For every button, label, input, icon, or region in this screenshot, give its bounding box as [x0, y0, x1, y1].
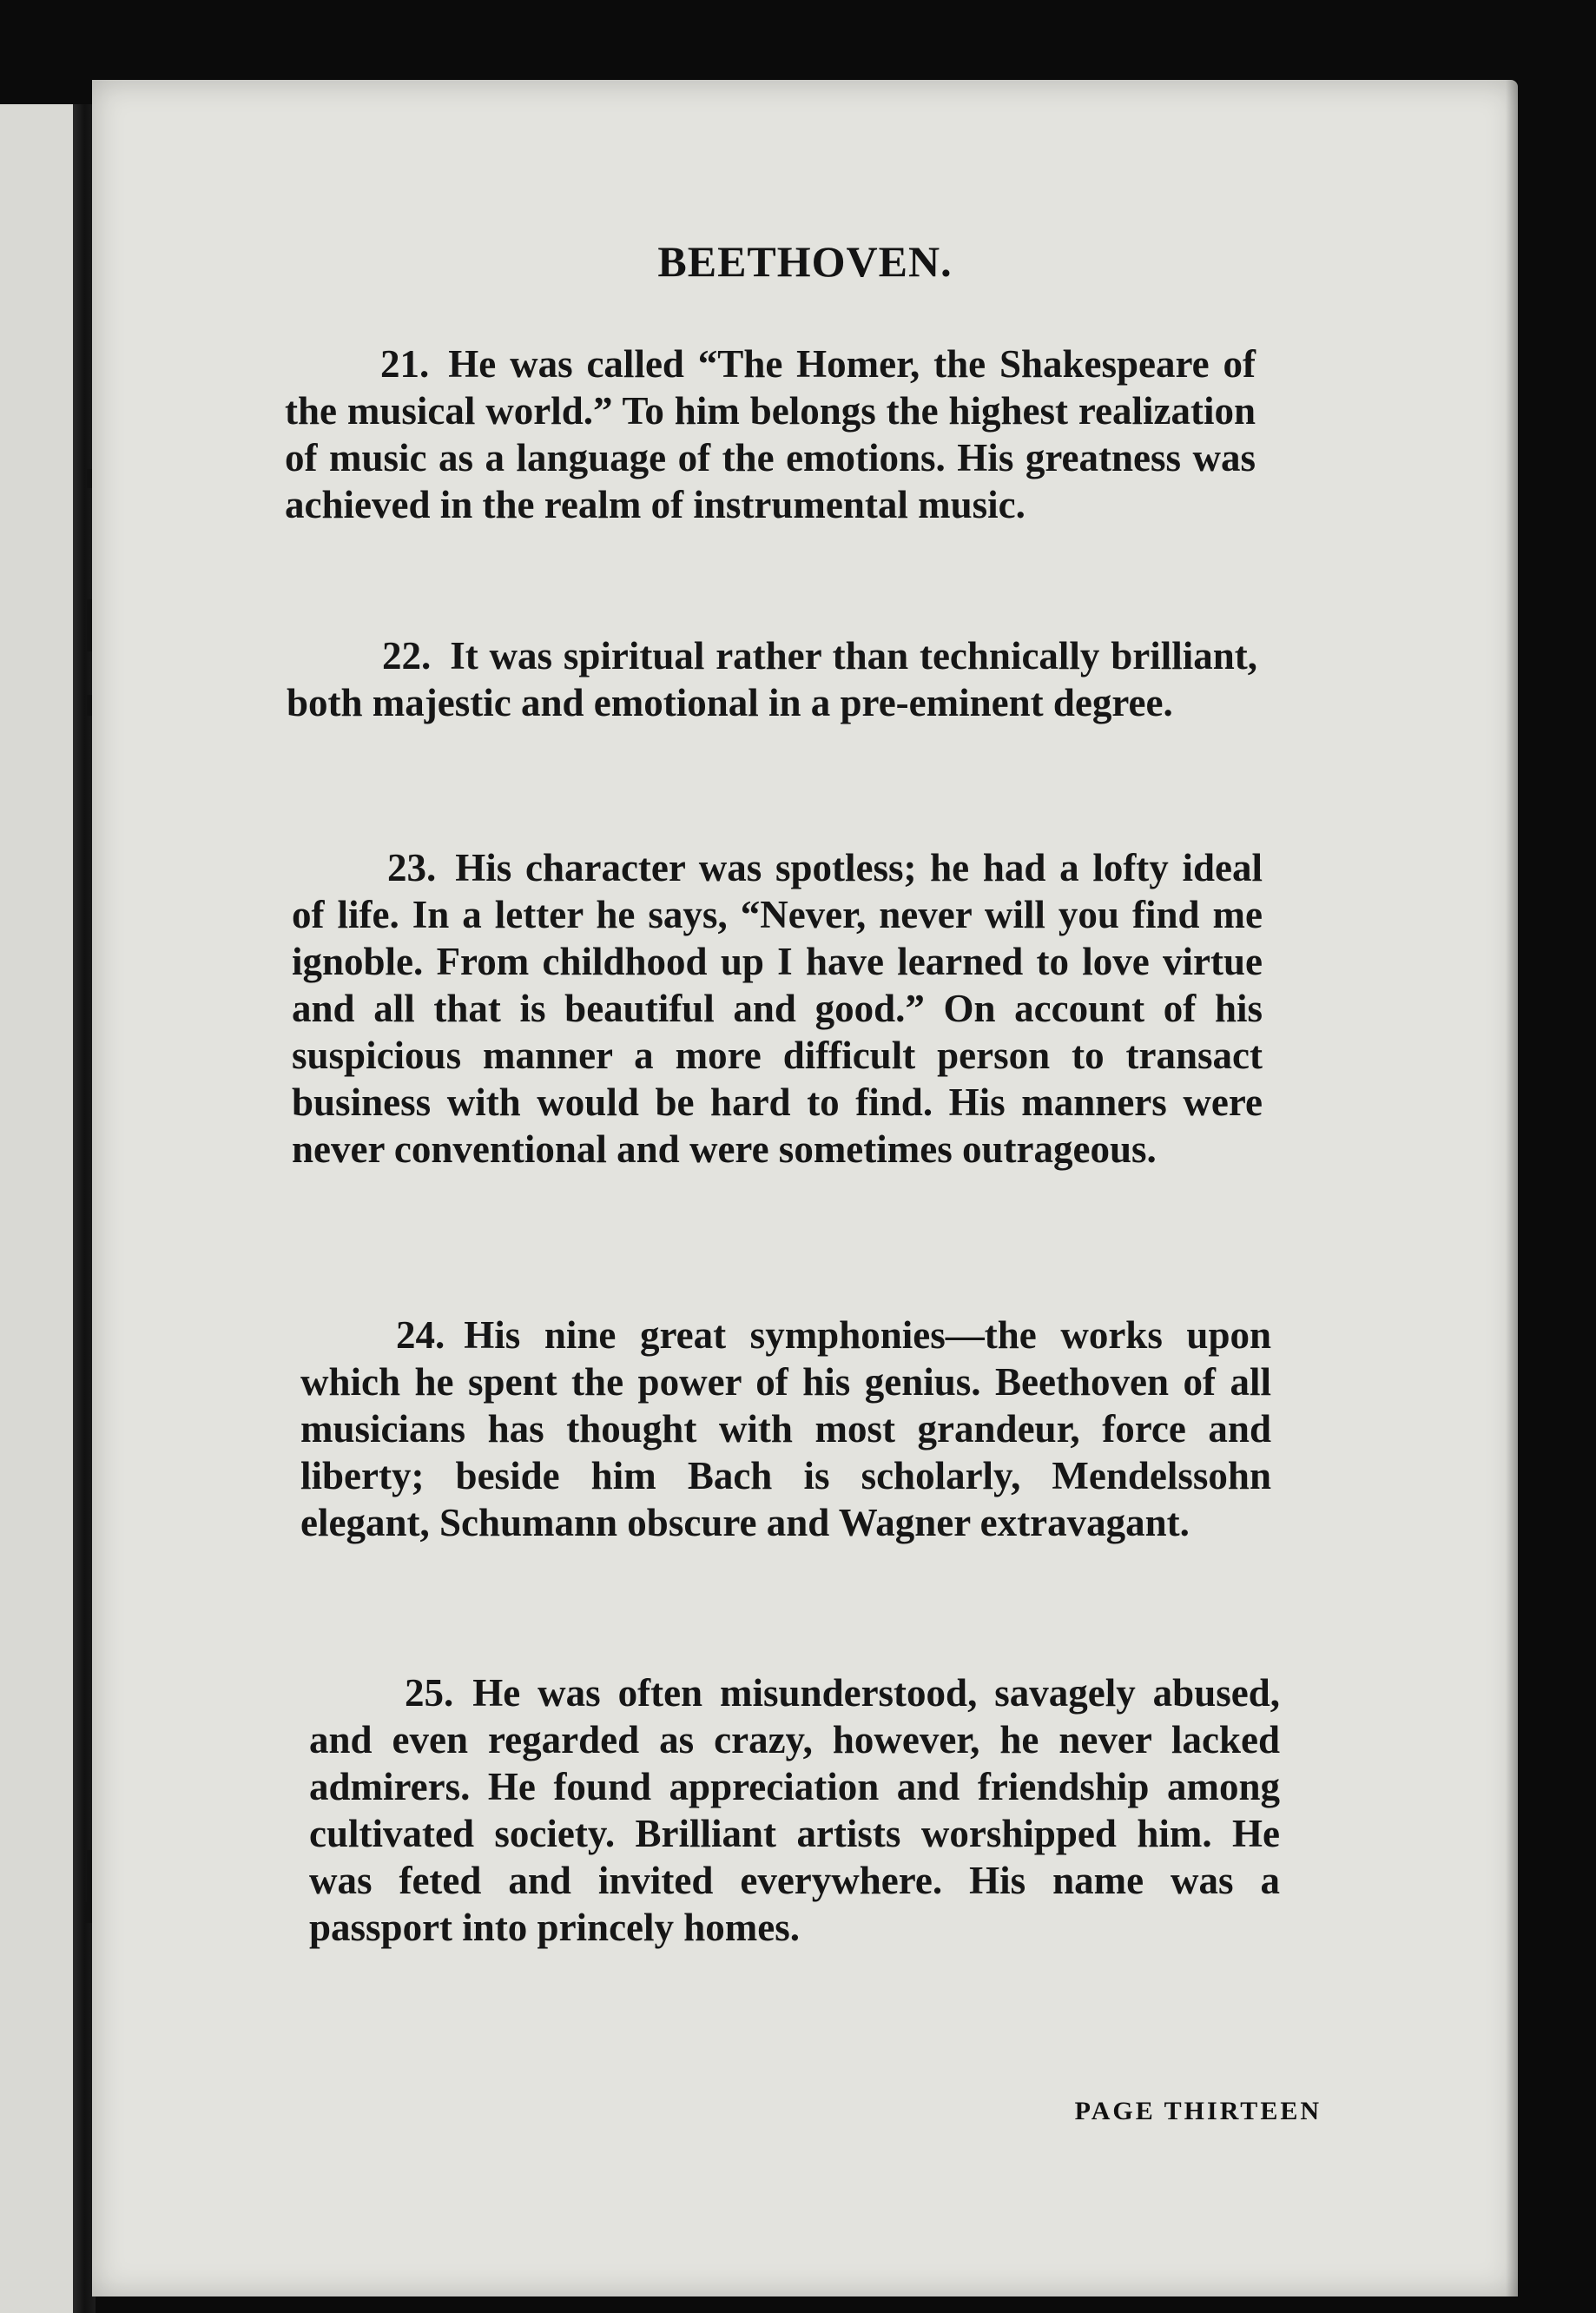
page-number-footer: PAGE THIRTEEN — [1074, 2097, 1322, 2125]
page-heading: BEETHOVEN. — [657, 237, 953, 286]
paragraph-text: His nine great symphonies—the works upon which he spent the power of his genius. Beethoven of all musicians has thought with most grandeur, force and liberty; beside him Bach is scholarly, Mendelssohn elegant, Schumann obscure and Wagner extravagant. — [300, 1313, 1271, 1544]
paragraph-21 — [285, 340, 1256, 528]
paragraph-number: 22. — [382, 634, 432, 677]
book-page — [92, 80, 1518, 2296]
paragraph-text: He was called “The Homer, the Shakespeare of the musical world.” To him belongs the highest realization of music as a language of the emotions. His greatness was achieved in the realm of instrumental music. — [285, 342, 1256, 526]
paragraph-number: 24. — [396, 1313, 445, 1357]
paragraph-23 — [292, 844, 1263, 1173]
paragraph-number: 23. — [387, 846, 437, 889]
paragraph-25 — [309, 1669, 1280, 1951]
paragraph-22 — [287, 632, 1257, 726]
paragraph-text: He was often misunderstood, savagely abused, and even regarded as crazy, however, he never lacked admirers. He found appreciation and friendship among cultivated society. Brilliant artists worshipped him. He was feted and invited everywhere. His name was a passport into princely homes. — [309, 1671, 1280, 1949]
paragraph-text: His character was spotless; he had a lofty ideal of life. In a letter he says, “Never, never will you find me ignoble. From childhood up I have learned to love virtue and all that is beautiful and good.” On account of his suspicious manner a more difficult person to transact business with would be hard to find. His manners were never conventional and were sometimes outrageous. — [292, 846, 1263, 1171]
paragraph-text: It was spiritual rather than technically brilliant, both majestic and emotional in a pre-eminent degree. — [287, 634, 1257, 724]
paragraph-number: 21. — [380, 342, 430, 386]
paragraph-number: 25. — [405, 1671, 454, 1715]
paragraph-24 — [300, 1312, 1271, 1546]
previous-page-edge — [0, 104, 80, 2313]
